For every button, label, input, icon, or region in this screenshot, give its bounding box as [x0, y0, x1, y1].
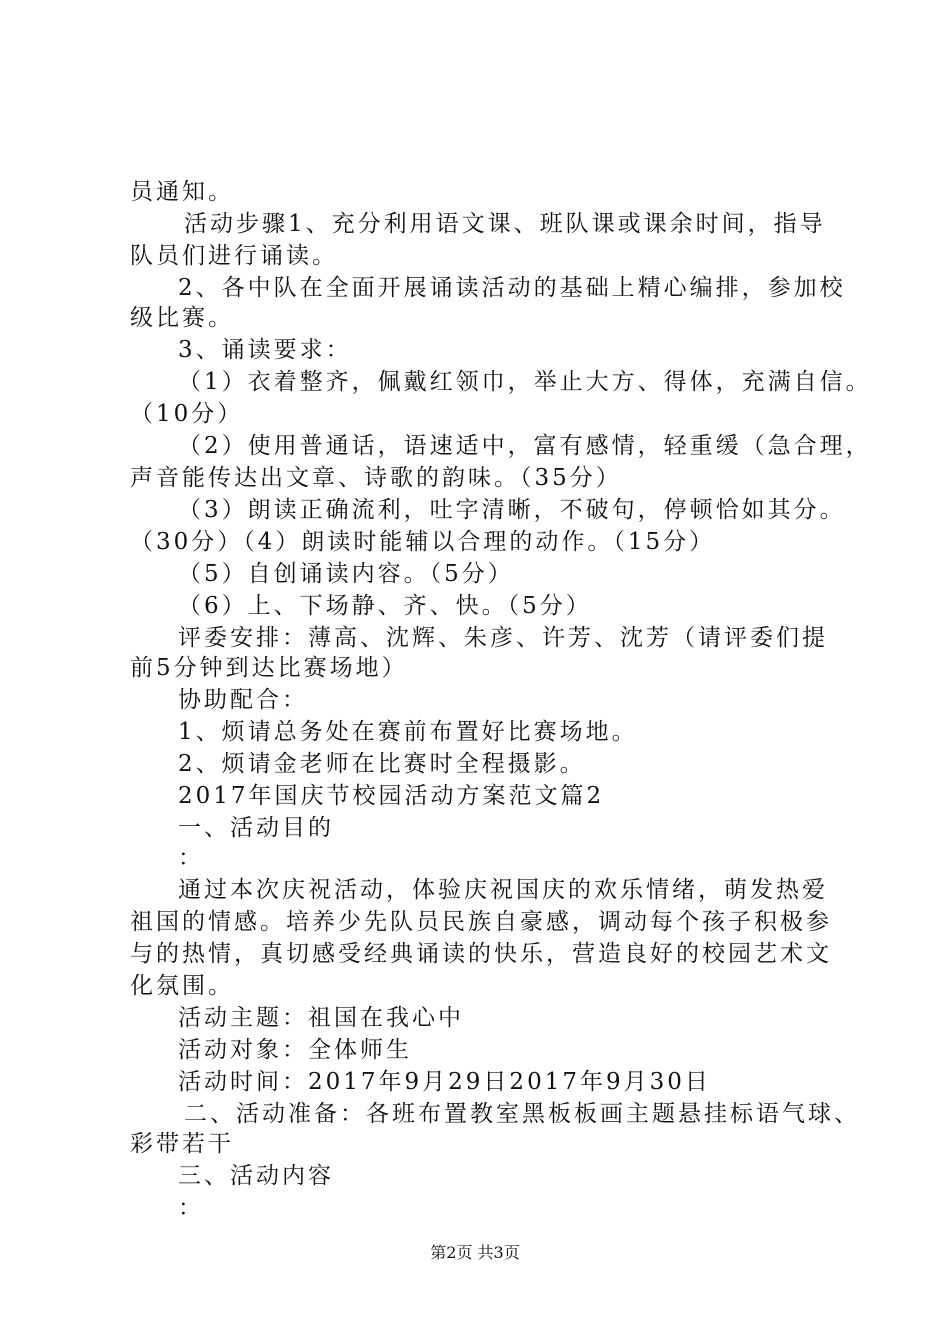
text-line: 化氛围。	[130, 973, 234, 999]
text-line: 级比赛。	[130, 305, 234, 331]
text-line: 2、烦请金老师在比赛时全程摄影。	[178, 751, 586, 777]
text-line: 祖国的情感。培养少先队员民族自豪感，调动每个孩子积极参	[130, 909, 832, 935]
text-line: ：	[178, 1195, 204, 1221]
text-line: 活动步骤1、充分利用语文课、班队课或课余时间，指导	[184, 211, 826, 237]
text-line: 评委安排：薄高、沈辉、朱彦、许芳、沈芳（请评委们提	[178, 625, 828, 651]
page-number-footer: 第2页 共3页	[430, 1243, 520, 1262]
text-line: （30分）（4）朗读时能辅以合理的动作。（15分）	[130, 529, 716, 555]
text-line: 2017年国庆节校园活动方案范文篇2	[178, 783, 605, 809]
text-line: 三、活动内容	[178, 1163, 334, 1189]
text-line: 二、活动准备：各班布置教室黑板板画主题悬挂标语气球、	[184, 1101, 860, 1127]
text-line: 活动主题：祖国在我心中	[178, 1005, 464, 1031]
text-line: 彩带若干	[130, 1131, 234, 1157]
text-line: 通过本次庆祝活动，体验庆祝国庆的欢乐情绪，萌发热爱	[178, 877, 828, 903]
text-line: （2）使用普通话，语速适中，富有感情，轻重缓（急合理，	[178, 433, 872, 459]
text-line: 活动对象：全体师生	[178, 1037, 412, 1063]
text-line: 协助配合：	[178, 687, 308, 713]
text-line: 队员们进行诵读。	[130, 243, 338, 269]
text-line: （5）自创诵读内容。（5分）	[178, 561, 514, 587]
text-line: 员通知。	[130, 179, 234, 205]
text-line: 与的热情，真切感受经典诵读的快乐，营造良好的校园艺术文	[130, 941, 832, 967]
text-line: 3、诵读要求：	[178, 337, 352, 363]
text-line: 2、各中队在全面开展诵读活动的基础上精心编排，参加校	[178, 275, 846, 301]
text-line: 声音能传达出文章、诗歌的韵味。（35分）	[130, 465, 622, 491]
text-line: ：	[178, 845, 204, 871]
text-line: 前5分钟到达比赛场地）	[130, 655, 408, 681]
text-line: （1）衣着整齐，佩戴红领巾，举止大方、得体，充满自信。	[178, 369, 872, 395]
text-line: 活动时间：2017年9月29日2017年9月30日	[178, 1069, 711, 1095]
text-line: （3）朗读正确流利，吐字清晰，不破句，停顿恰如其分。	[178, 497, 846, 523]
text-line: （10分）	[130, 401, 244, 427]
text-line: 一、活动目的	[178, 815, 334, 841]
text-line: 1、烦请总务处在赛前布置好比赛场地。	[178, 719, 638, 745]
text-line: （6）上、下场静、齐、快。（5分）	[178, 593, 592, 619]
